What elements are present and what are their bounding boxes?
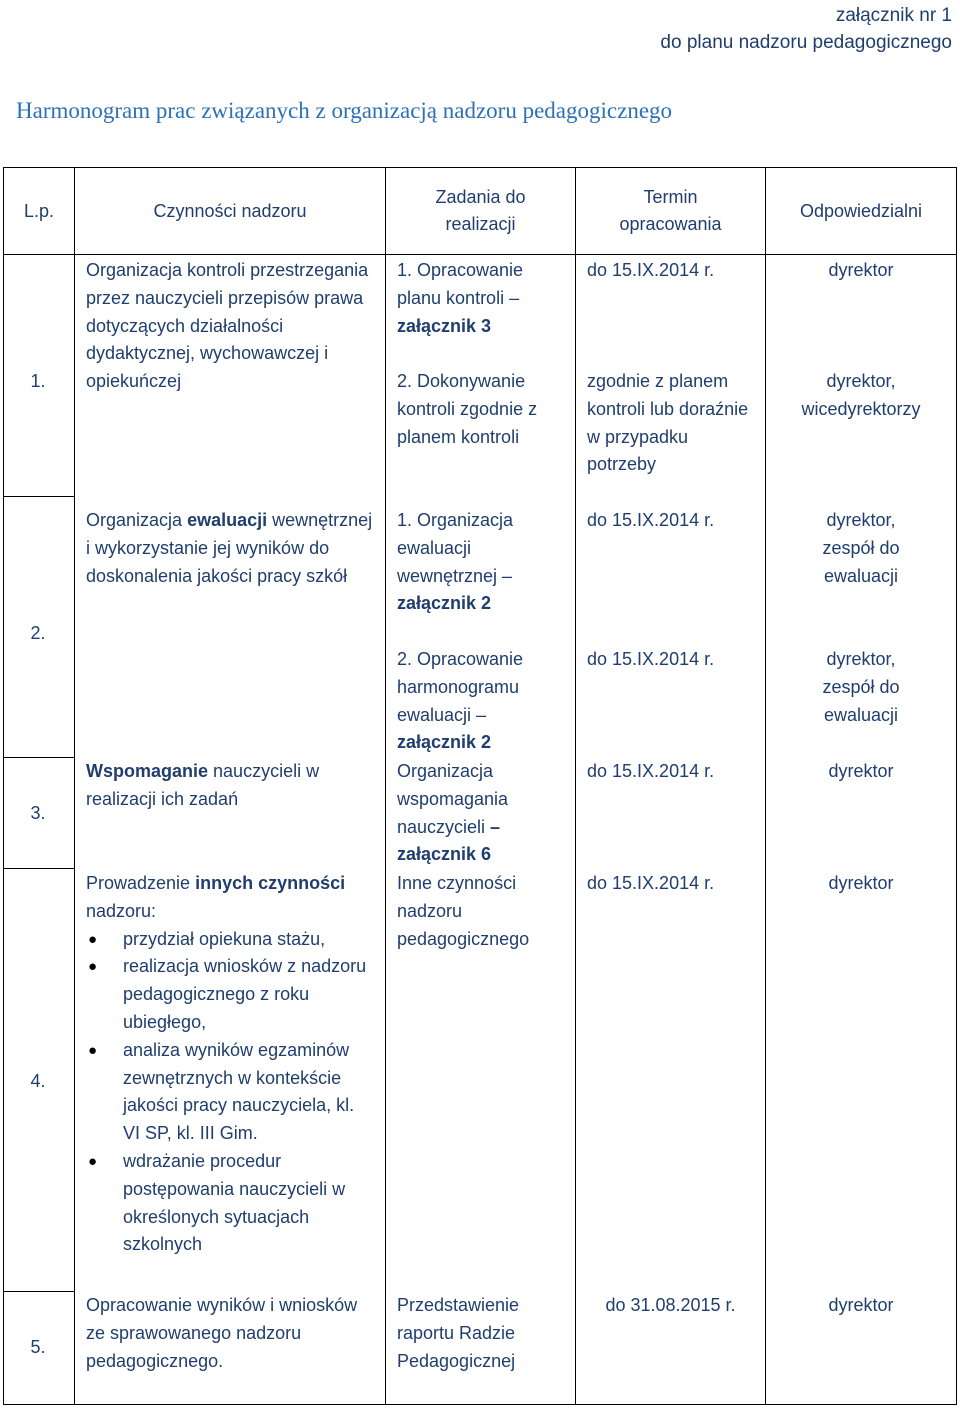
list-item: ● realizacja wniosków z nadzoru pedagogicznego z roku ubiegłego, — [86, 953, 376, 1036]
attachment-line-2: do planu nadzoru pedagogicznego — [660, 32, 952, 53]
row-divider-lp — [3, 757, 75, 758]
row-number: 3. — [30, 803, 46, 823]
activity-bullet-list — [86, 926, 376, 1260]
list-item: ● przydział opiekuna stażu, — [86, 926, 376, 954]
responsible-cell: dyrektor — [828, 761, 894, 781]
task-cell: 2. Opracowanie harmonogramu ewaluacji – załącznik 2 — [397, 649, 524, 753]
header-lp: L.p. — [23, 201, 55, 221]
task-cell: 2. Dokonywanie kontroli zgodnie z planem kontroli — [397, 371, 538, 447]
row-number: 4. — [30, 1071, 46, 1091]
task-cell: 1. Organizacja ewaluacji wewnętrznej – załącznik 2 — [397, 510, 514, 614]
col-border — [385, 167, 386, 1405]
deadline-cell: do 15.IX.2014 r. — [587, 873, 715, 893]
deadline-cell: zgodnie z planem kontroli lub doraźnie w przypadku potrzeby — [587, 371, 749, 475]
row-divider-lp — [3, 868, 75, 869]
row-divider-lp — [3, 1291, 75, 1292]
deadline-cell: do 15.IX.2014 r. — [587, 510, 715, 530]
header-responsible: Odpowiedzialni — [799, 201, 923, 221]
task-cell: Organizacja wspomagania nauczycieli – załącznik 6 — [397, 761, 509, 865]
attachment-line-1: załącznik nr 1 — [835, 5, 952, 26]
list-item: ● wdrażanie procedur postępowania nauczycieli w określonych sytuacjach szkolnych — [86, 1148, 376, 1259]
attachment-note — [660, 2, 952, 56]
document-title: Harmonogram prac związanych z organizacją nadzoru pedagogicznego — [16, 98, 673, 123]
responsible-cell: dyrektor, zespół do ewaluacji — [822, 649, 900, 725]
task-cell: Inne czynności nadzoru pedagogicznego — [397, 873, 530, 949]
col-border — [765, 167, 766, 1405]
deadline-cell: do 15.IX.2014 r. — [587, 260, 715, 280]
activity-cell: Wspomaganie nauczycieli w realizacji ich zadań — [86, 761, 320, 809]
header-tasks: Zadania do realizacji — [435, 187, 526, 234]
task-cell: 1. Opracowanie planu kontroli – załącznik 3 — [397, 260, 524, 336]
responsible-cell: dyrektor — [828, 873, 894, 893]
activity-cell: Organizacja ewaluacji wewnętrznej i wykorzystanie jej wyników do doskonalenia jakości pracy szkół — [86, 510, 373, 586]
deadline-cell: do 15.IX.2014 r. — [587, 649, 715, 669]
responsible-cell: dyrektor — [828, 1295, 894, 1315]
task-cell: Przedstawienie raportu Radzie Pedagogicznej — [397, 1295, 520, 1371]
header-divider — [3, 254, 956, 255]
row-number: 1. — [30, 371, 46, 391]
row-number: 2. — [30, 623, 46, 643]
activity-cell: Prowadzenie innych czynności nadzoru: ● przydział opiekuna stażu, ● realizacja wniosków z nadzoru pedagogicznego z roku ubiegłego, ● analiza wyników egzaminów zewnętrznych w kontekście jakości pracy nauczyciela, kl. VI SP, kl. III Gim. ● wdrażanie procedur postępowania nauczycieli w określonych sytuacjach szkolnych — [86, 870, 376, 1259]
table-border-bottom — [3, 1404, 956, 1405]
responsible-cell: dyrektor, zespół do ewaluacji — [822, 510, 900, 586]
table-border-top — [3, 167, 956, 168]
deadline-cell: do 31.08.2015 r. — [605, 1295, 736, 1315]
col-border — [74, 167, 75, 1405]
row-divider-lp — [3, 496, 75, 497]
col-border — [956, 167, 957, 1405]
responsible-cell: dyrektor — [828, 260, 894, 280]
row-number: 5. — [30, 1337, 46, 1357]
activity-cell: Opracowanie wyników i wniosków ze sprawowanego nadzoru pedagogicznego. — [86, 1295, 358, 1371]
list-item: ● analiza wyników egzaminów zewnętrznych w kontekście jakości pracy nauczyciela, kl. VI SP, kl. III Gim. — [86, 1037, 376, 1148]
col-border — [575, 167, 576, 1405]
activity-cell: Organizacja kontroli przestrzegania przez nauczycieli przepisów prawa dotyczących działalności dydaktycznej, wychowawczej i opiekuńczej — [86, 260, 369, 392]
header-activity: Czynności nadzoru — [153, 201, 307, 221]
header-deadline: Termin opracowania — [619, 187, 722, 234]
col-border — [3, 167, 4, 1405]
deadline-cell: do 15.IX.2014 r. — [587, 761, 715, 781]
responsible-cell: dyrektor, wicedyrektorzy — [801, 371, 921, 419]
